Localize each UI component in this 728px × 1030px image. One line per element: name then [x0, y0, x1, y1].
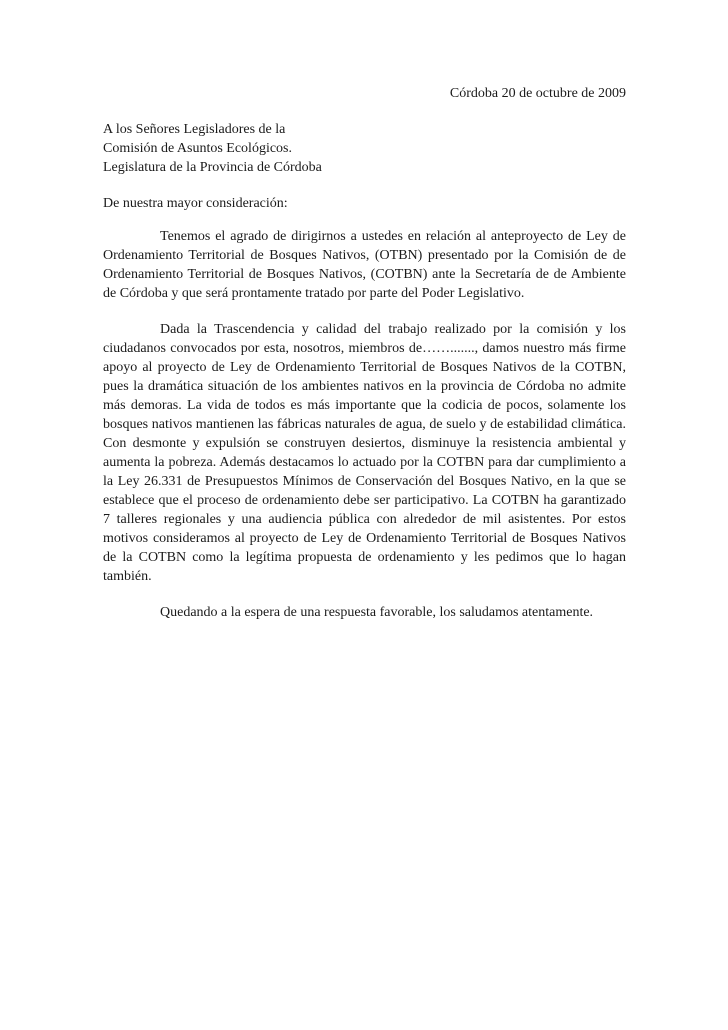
- letter-greeting: De nuestra mayor consideración:: [103, 196, 288, 211]
- letter-date: Córdoba 20 de octubre de 2009: [449, 86, 626, 101]
- letter-page: [103, 84, 626, 622]
- addressee-line: Comisión de Asuntos Ecológicos.: [103, 141, 292, 156]
- body-paragraph: Tenemos el agrado de dirigirnos a ustedes en relación al anteproyecto de Ley de Ordenamiento Territorial de Bosques Nativos, (OTBN) presentado por la Comisión de de Ordenamiento Territorial de Bosques Nativos, (COTBN) ante la Secretaría de de Ambiente de Córdoba y que será prontamente tratado por parte del Poder Legislativo.: [103, 229, 626, 301]
- addressee-line: Legislatura de la Provincia de Córdoba: [103, 160, 322, 175]
- letter-closing: Quedando a la espera de una respuesta favorable, los saludamos atentamente.: [160, 605, 594, 620]
- addressee-line: A los Señores Legisladores de la: [103, 122, 286, 137]
- letter-addressee: [103, 120, 626, 177]
- body-paragraph: Dada la Trascendencia y calidad del trabajo realizado por la comisión y los ciudadanos convocados por esta, nosotros, miembros de……......., damos nuestro más firme apoyo al proyecto de Ley de Ordenamiento Territorial de Bosques Nativos de la COTBN, pues la dramática situación de los ambientes nativos en la provincia de Córdoba no admite más demoras. La vida de todos es más importante que la codicia de pocos, solamente los bosques nativos mantienen las fábricas naturales de agua, de suelo y de estabilidad climática. Con desmonte y expulsión se construyen desiertos, disminuye la resistencia ambiental y aumenta la pobreza. Además destacamos lo actuado por la COTBN para dar cumplimiento a la Ley 26.331 de Presupuestos Mínimos de Conservación del Bosques Nativo, en la que se establece que el proceso de ordenamiento debe ser participativo. La COTBN ha garantizado 7 talleres regionales y una audiencia pública con alrededor de mil asistentes. Por estos motivos consideramos al proyecto de Ley de Ordenamiento Territorial de Bosques Nativos de la COTBN como la legítima propuesta de ordenamiento y les pedimos que lo hagan también.: [103, 322, 626, 584]
